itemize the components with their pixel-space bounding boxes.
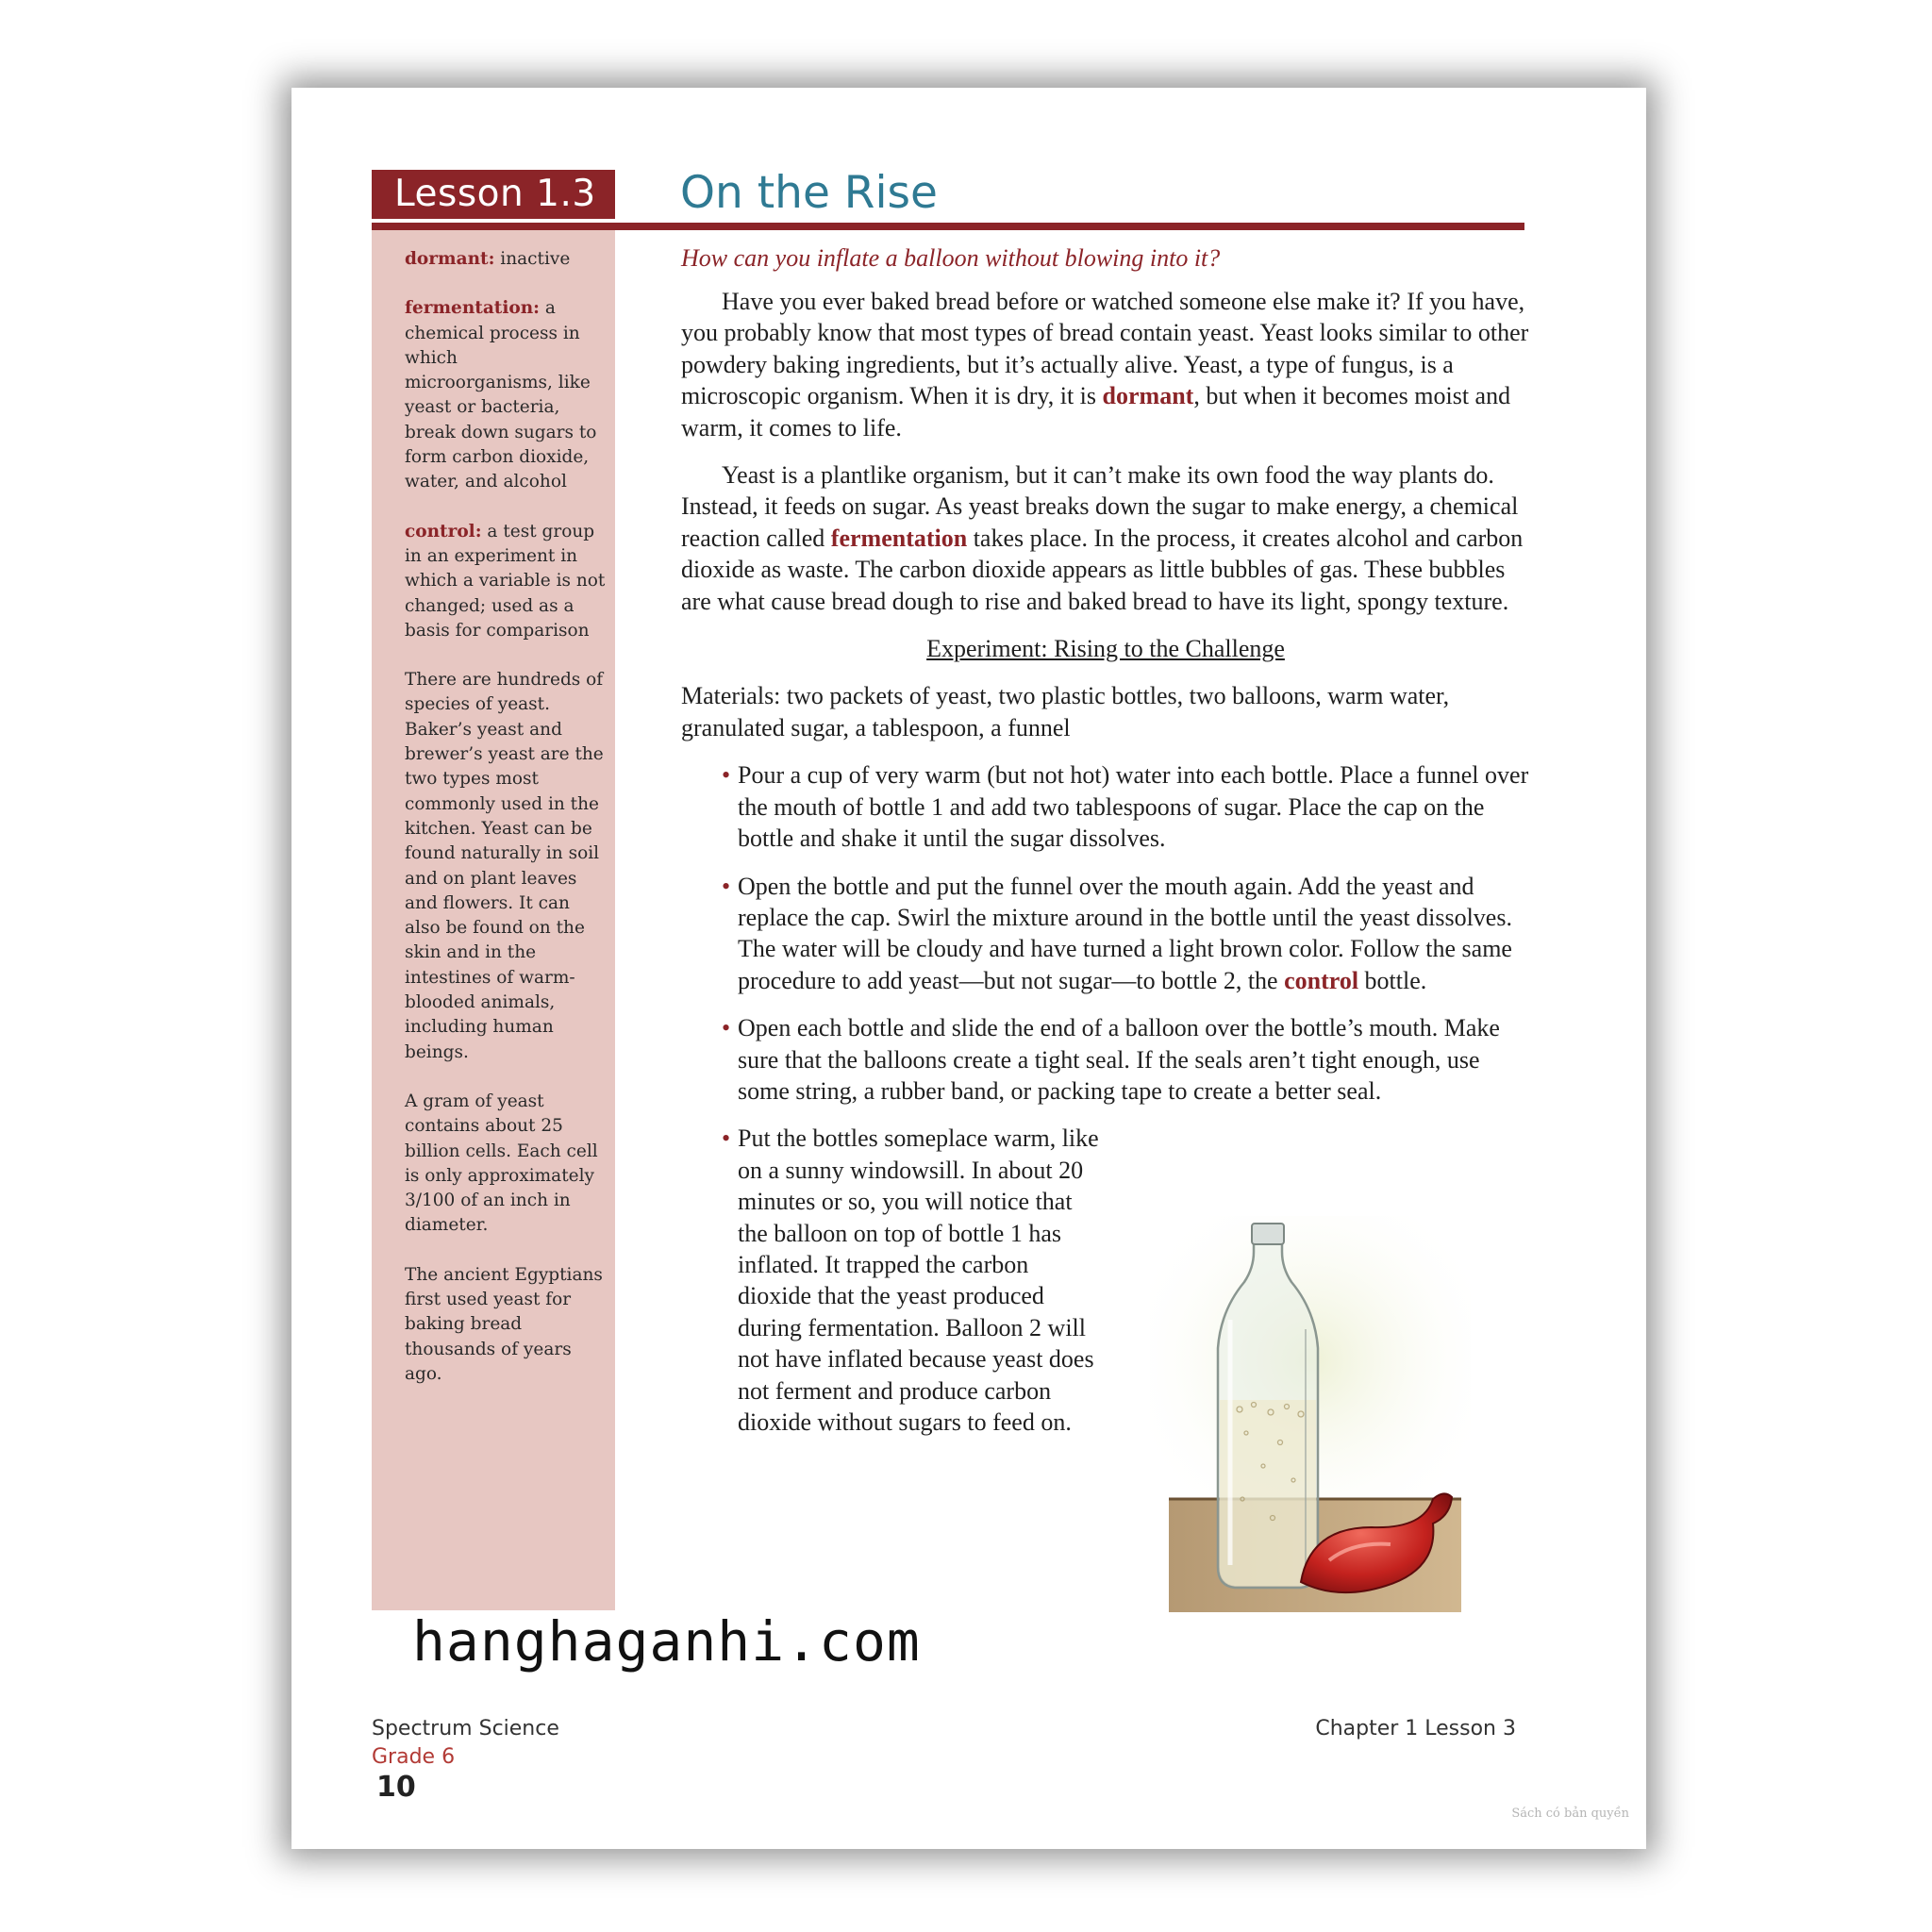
paragraph-text: Yeast is a plantlike organism, but it can’t make its own food the way plants do. Instead, it feeds on sugar. As yeast breaks down the sugar to make energy, a chemical reaction called <box>681 461 1519 552</box>
step-item <box>722 871 1530 997</box>
lesson-badge: Lesson 1.3 <box>372 170 615 219</box>
bottle-liquid <box>1220 1400 1316 1586</box>
term-dormant: dormant <box>1102 382 1194 410</box>
term-control: control <box>1284 966 1359 994</box>
book-page <box>291 88 1646 1849</box>
glossary-term: control: <box>405 521 482 541</box>
step-text: Put the bottles someplace warm, like on a sunny windowsill. In about 20 minutes or so, you will notice that the balloon on top of bottle 1 has inflated. It trapped the carbon dioxide that the yeast produced during fermentation. Balloon 2 will not have inflated because yeast does not ferment and produce carbon dioxide without sugars to feed on. <box>738 1124 1099 1436</box>
title-rule <box>372 223 1524 230</box>
lesson-question: How can you inflate a balloon without blowing into it? <box>681 244 1221 272</box>
book-title: Spectrum Science <box>372 1717 559 1740</box>
glossary-entry-dormant <box>405 247 608 272</box>
step-text: Open the bottle and put the funnel over the mouth again. Add the yeast and replace the cap. Swirl the mixture around in the bottle until the yeast dissolves. The water will be cloudy and have turned a light brown color. Follow the same procedure to add yeast—but not sugar—to bottle 2, the <box>738 872 1512 994</box>
paragraph-text: , but when it becomes moist and warm, it comes to life. <box>681 382 1511 441</box>
bottle-balloon-illustration <box>1150 1216 1471 1612</box>
grade-label: Grade 6 <box>372 1745 456 1769</box>
glossary-definition: a test group in an experiment in which a variable is not changed; used as a basis for comparison <box>405 521 606 641</box>
footer-book-info <box>372 1715 559 1802</box>
copyright-note: Sách có bản quyền <box>1511 1807 1629 1821</box>
sidebar-fact: The ancient Egyptians first used yeast for baking bread thousands of years ago. <box>405 1264 603 1384</box>
paragraph-text: Have you ever baked bread before or watched someone else make it? If you have, you probably know that most types of bread contain yeast. Yeast looks similar to other powdery baking ingredients, but it’s actually alive. Yeast, a type of fungus, is a microscopic organism. When it is dry, it is <box>681 288 1529 410</box>
glossary-definition: inactive <box>494 249 571 269</box>
glossary-definition: a chemical process in which microorganisms, like yeast or bacteria, break down sugars to form carbon dioxide, water, and alcohol <box>405 298 597 492</box>
materials-list: Materials: two packets of yeast, two plastic bottles, two balloons, warm water, granulated sugar, a tablespoon, a funnel <box>681 682 1450 741</box>
step-text: bottle. <box>1358 966 1427 994</box>
glossary-term: dormant: <box>405 249 495 269</box>
bullet-icon: • <box>722 1014 731 1042</box>
step-item <box>722 1123 1107 1438</box>
fermentation-paragraph <box>681 459 1530 617</box>
bottle-cap-rim <box>1252 1224 1284 1244</box>
experiment-title: Experiment: Rising to the Challenge <box>926 635 1285 663</box>
sidebar-fact: A gram of yeast contains about 25 billion cells. Each cell is only approximately 3/100 of an inch in diameter. <box>405 1091 598 1236</box>
step-item <box>722 1012 1530 1107</box>
term-fermentation: fermentation <box>830 524 968 552</box>
watermark: hanghaganhi.com <box>412 1609 921 1674</box>
intro-paragraph <box>681 286 1530 443</box>
bullet-icon: • <box>722 1124 731 1153</box>
glossary-term: fermentation: <box>405 298 540 319</box>
step-text: Pour a cup of very warm (but not hot) water into each bottle. Place a funnel over the mouth of bottle 1 and add two tablespoons of sugar. Place the cap on the bottle and shake it until the sugar dissolves. <box>738 761 1529 853</box>
paragraph-text: takes place. In the process, it creates alcohol and carbon dioxide as waste. The carbon dioxide appears as little bubbles of gas. These bubbles are what cause bread dough to rise and baked bread to have its light, spongy texture. <box>681 524 1524 615</box>
step-text: Open each bottle and slide the end of a balloon over the bottle’s mouth. Make sure that the balloons create a tight seal. If the seals aren’t tight enough, use some string, a rubber band, or packing tape to create a better seal. <box>738 1014 1500 1105</box>
bullet-icon: • <box>722 761 731 790</box>
page-number: 10 <box>376 1771 416 1804</box>
chapter-label: Chapter 1 Lesson 3 <box>1315 1717 1516 1740</box>
bullet-icon: • <box>722 872 731 900</box>
step-item <box>722 759 1530 854</box>
sidebar <box>372 230 615 1610</box>
glossary-entry-control <box>405 520 608 643</box>
glossary-entry-fermentation <box>405 296 608 494</box>
sidebar-fact: There are hundreds of species of yeast. Baker’s yeast and brewer’s yeast are the two types most commonly used in the kitchen. Yeast can be found naturally in soil and on plant leaves and flowers. It can also be found on the skin and in the intestines of warm-blooded animals, including human beings. <box>405 670 604 1062</box>
page-title: On the Rise <box>680 167 938 219</box>
